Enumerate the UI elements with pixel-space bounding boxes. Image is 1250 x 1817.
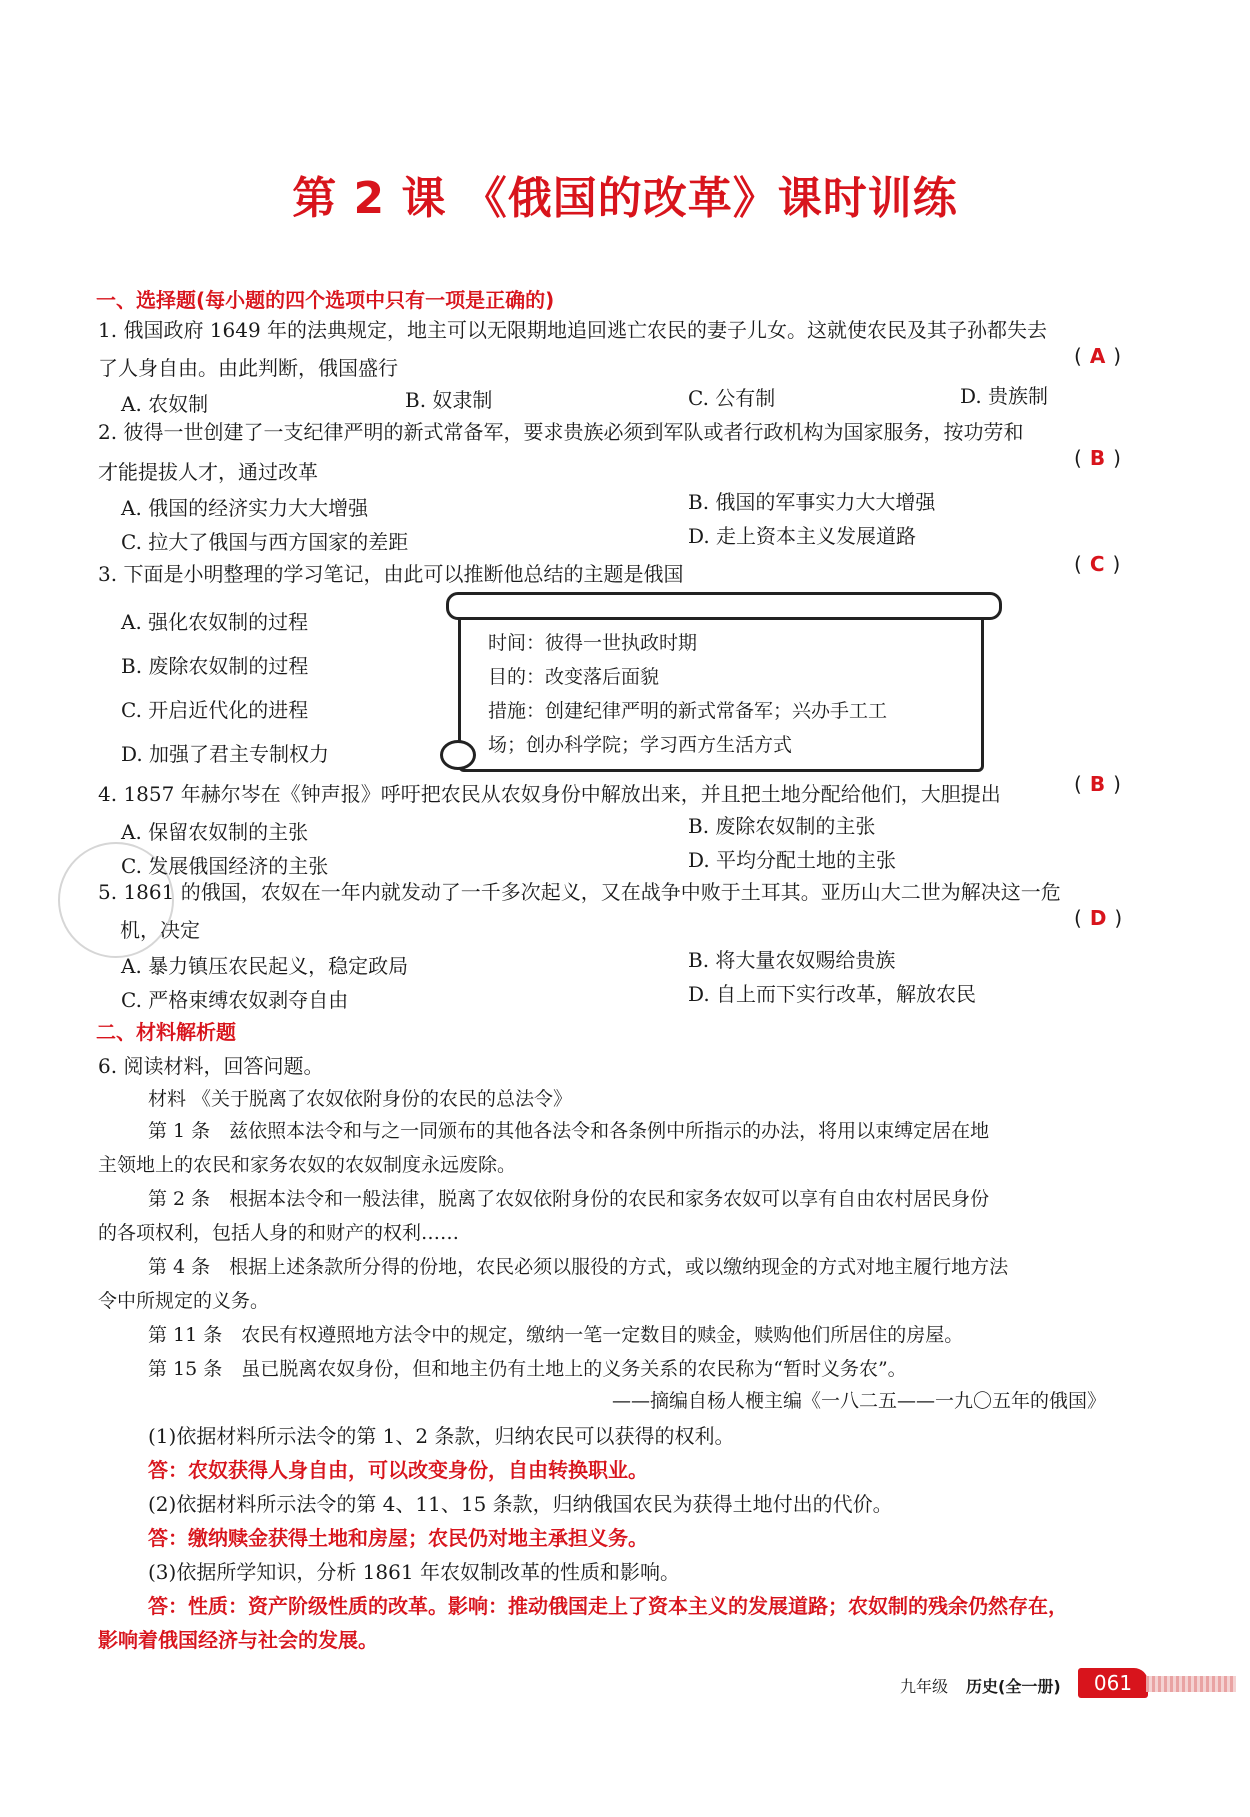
section-heading-material: 二、材料解析题: [96, 1020, 236, 1044]
question-4-answer-letter: B: [1089, 772, 1106, 796]
study-note-line-time: 时间：彼得一世执政时期: [488, 632, 698, 654]
material-article-15: 第 15 条 虽已脱离农奴身份，但和地主仍有土地上的义务关系的农民称为“暂时义务农”。: [148, 1358, 907, 1380]
study-note-line-measures-cont: 场；创办科学院；学习西方生活方式: [488, 734, 793, 756]
footer-decorative-band: [1146, 1676, 1236, 1692]
question-6-stem: 6. 阅读材料，回答问题。: [98, 1054, 324, 1078]
question-5-answer-letter: D: [1089, 906, 1107, 930]
question-5-option-b: B. 将大量农奴赐给贵族: [688, 948, 896, 972]
question-6-answer-3-line2: 影响着俄国经济与社会的发展。: [98, 1628, 378, 1652]
question-6-sub-2: (2)依据材料所示法令的第 4、11、15 条款，归纳俄国农民为获得土地付出的代价。: [148, 1492, 893, 1516]
material-article-2-line2: 的各项权利，包括人身的和财产的权利……: [98, 1222, 460, 1244]
material-article-4-line2: 令中所规定的义务。: [98, 1290, 270, 1312]
question-5-option-a: A. 暴力镇压农民起义，稳定政局: [121, 954, 409, 978]
question-6-sub-3: (3)依据所学知识，分析 1861 年农奴制改革的性质和影响。: [148, 1560, 680, 1584]
study-note-line-measures: 措施：创建纪律严明的新式常备军；兴办手工工: [488, 700, 888, 722]
question-6-answer-1: 答：农奴获得人身自由，可以改变身份，自由转换职业。: [148, 1458, 648, 1482]
question-3-answer-letter: C: [1089, 552, 1105, 576]
material-article-1-line2: 主领地上的农民和家务农奴的农奴制度永远废除。: [98, 1154, 517, 1176]
question-2-option-d: D. 走上资本主义发展道路: [688, 524, 917, 548]
page-title: 第 2 课 《俄国的改革》课时训练: [292, 173, 958, 224]
study-note-scroll-bottom-curl: [440, 740, 476, 770]
footer-grade: 九年级: [900, 1677, 949, 1696]
question-6-answer-3-line1: 答：性质：资产阶级性质的改革。影响：推动俄国走上了资本主义的发展道路；农奴制的残余仍然存在，: [148, 1594, 1068, 1618]
study-note-line-purpose: 目的：改变落后面貌: [488, 666, 660, 688]
question-3-answer: ( C ): [1074, 552, 1121, 576]
question-1-option-d: D. 贵族制: [960, 384, 1049, 408]
question-3-stem: 3. 下面是小明整理的学习笔记，由此可以推断他总结的主题是俄国: [98, 562, 684, 586]
question-1-option-a: A. 农奴制: [121, 392, 209, 416]
material-source: ——摘编自杨人楩主编《一八二五——一九〇五年的俄国》: [612, 1390, 1107, 1412]
question-1-stem-line1: 1. 俄国政府 1649 年的法典规定，地主可以无限期地追回逃亡农民的妻子儿女。这就使农民及其子孙都失去: [98, 318, 1048, 342]
study-note-scroll-top-roll: [446, 592, 1002, 620]
question-6-sub-1: (1)依据材料所示法令的第 1、2 条款，归纳农民可以获得的权利。: [148, 1424, 735, 1448]
section-heading-choice: 一、选择题(每小题的四个选项中只有一项是正确的): [96, 288, 555, 312]
question-5-stem-line2: 机，决定: [120, 918, 200, 942]
question-2-stem-line1: 2. 彼得一世创建了一支纪律严明的新式常备军，要求贵族必须到军队或者行政机构为国家服务，按功劳和: [98, 420, 1024, 444]
question-5-answer: ( D ): [1074, 906, 1123, 930]
question-5-option-c: C. 严格束缚农奴剥夺自由: [121, 988, 349, 1012]
question-1-answer: ( A ): [1074, 344, 1122, 368]
question-3-option-a: A. 强化农奴制的过程: [121, 610, 309, 634]
question-3-option-c: C. 开启近代化的进程: [121, 698, 309, 722]
question-2-answer: ( B ): [1074, 446, 1121, 470]
question-1-option-b: B. 奴隶制: [405, 388, 493, 412]
question-1-answer-letter: A: [1089, 344, 1106, 368]
material-article-4-line1: 第 4 条 根据上述条款所分得的份地，农民必须以服役的方式，或以缴纳现金的方式对地主履行地方法: [148, 1256, 1009, 1278]
material-title: 材料 《关于脱离了农奴依附身份的农民的总法令》: [148, 1088, 573, 1110]
question-3-option-d: D. 加强了君主专制权力: [121, 742, 330, 766]
question-2-stem-line2: 才能提拔人才，通过改革: [98, 460, 318, 484]
question-2-option-c: C. 拉大了俄国与西方国家的差距: [121, 530, 409, 554]
question-4-answer: ( B ): [1074, 772, 1121, 796]
question-4-stem: 4. 1857 年赫尔岑在《钟声报》呼吁把农民从农奴身份中解放出来，并且把土地分配给他们，大胆提出: [98, 782, 1001, 806]
question-5-stem-line1: 5. 1861 的俄国，农奴在一年内就发动了一千多次起义，又在战争中败于土耳其。亚历山大二世为解决这一危: [98, 880, 1061, 904]
question-1-option-c: C. 公有制: [688, 386, 776, 410]
question-6-answer-2: 答：缴纳赎金获得土地和房屋；农民仍对地主承担义务。: [148, 1526, 648, 1550]
material-article-11: 第 11 条 农民有权遵照地方法令中的规定，缴纳一笔一定数目的赎金，赎购他们所居住的房屋。: [148, 1324, 964, 1346]
question-2-option-a: A. 俄国的经济实力大大增强: [121, 496, 369, 520]
question-2-answer-letter: B: [1089, 446, 1106, 470]
question-4-option-c: C. 发展俄国经济的主张: [121, 854, 329, 878]
question-1-stem-line2: 了人身自由。由此判断，俄国盛行: [98, 356, 398, 380]
footer-page-number: 061: [1078, 1668, 1148, 1698]
footer-subject: 历史(全一册): [966, 1677, 1061, 1696]
question-4-option-b: B. 废除农奴制的主张: [688, 814, 876, 838]
question-2-option-b: B. 俄国的军事实力大大增强: [688, 490, 936, 514]
material-article-1-line1: 第 1 条 兹依照本法令和与之一同颁布的其他各法令和各条例中所指示的办法，将用以束缚定居在地: [148, 1120, 990, 1142]
question-4-option-a: A. 保留农奴制的主张: [121, 820, 309, 844]
question-5-option-d: D. 自上而下实行改革，解放农民: [688, 982, 977, 1006]
question-4-option-d: D. 平均分配土地的主张: [688, 848, 897, 872]
question-3-option-b: B. 废除农奴制的过程: [121, 654, 309, 678]
material-article-2-line1: 第 2 条 根据本法令和一般法律，脱离了农奴依附身份的农民和家务农奴可以享有自由农村居民身份: [148, 1188, 990, 1210]
